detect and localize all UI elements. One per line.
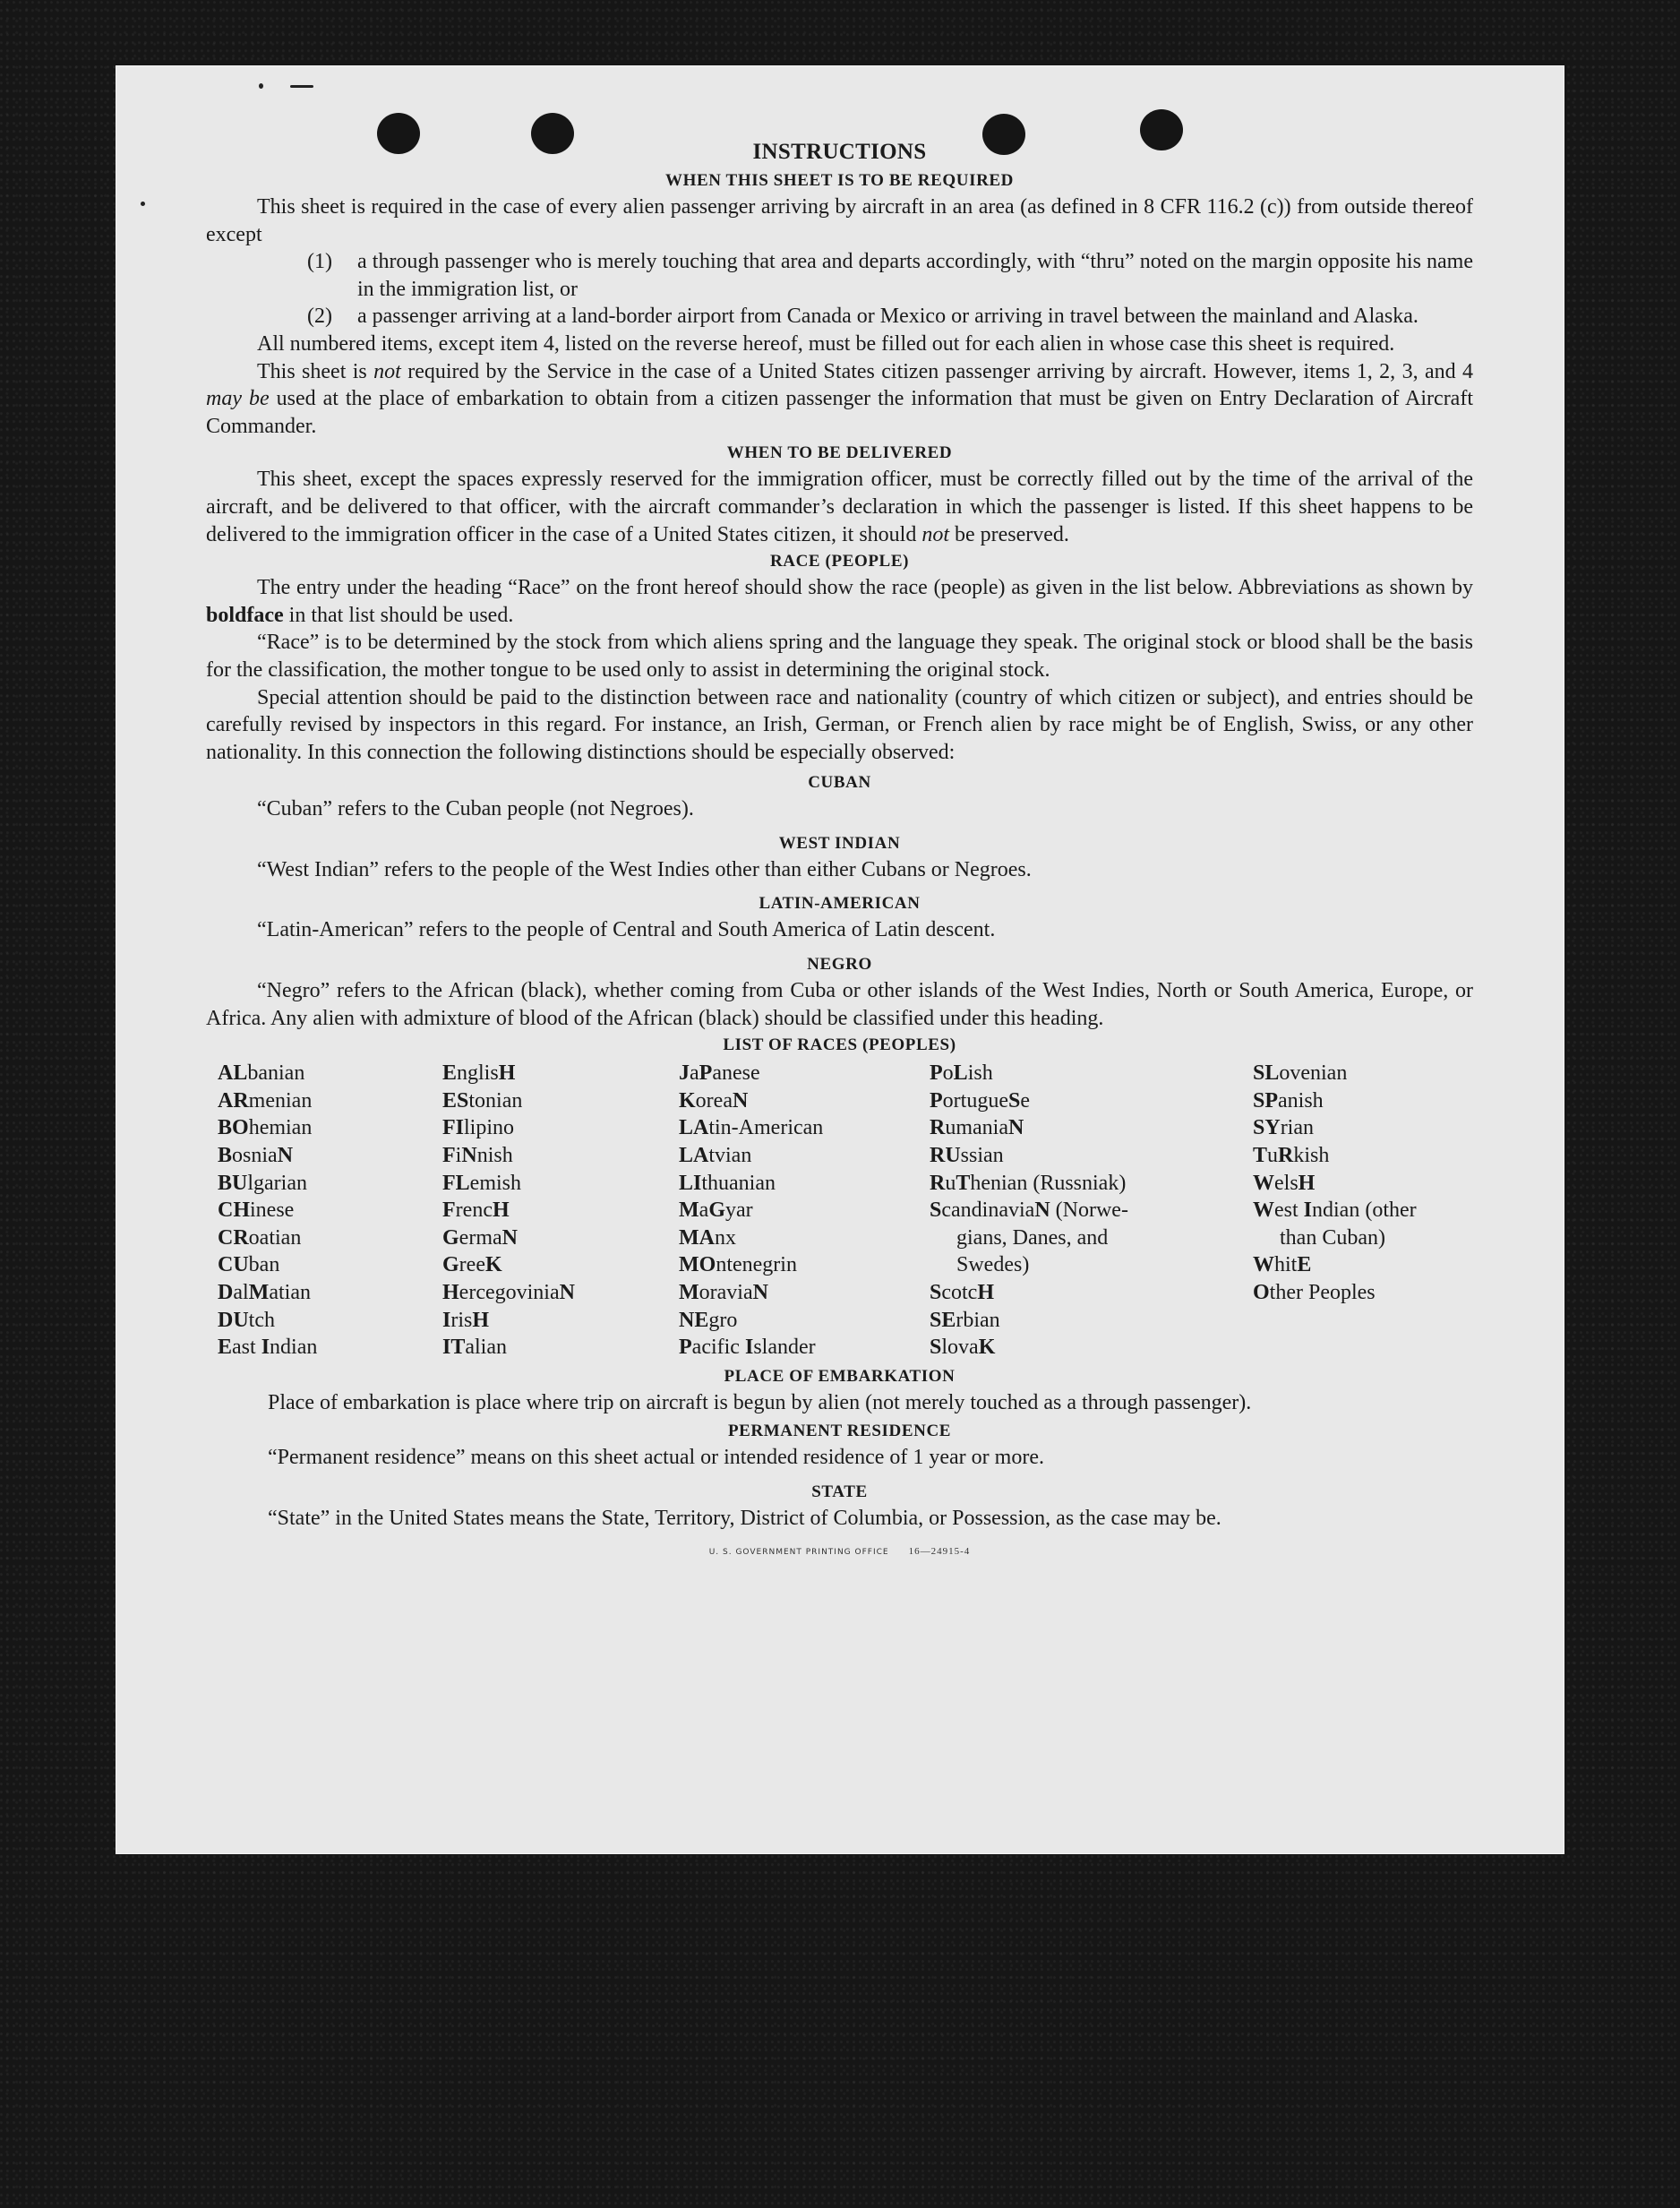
race-entry: West Indian (other xyxy=(1253,1199,1417,1223)
race-entry: ALbanian xyxy=(218,1061,305,1086)
race-entry: MaGyar xyxy=(679,1199,753,1223)
paragraph-citizen xyxy=(206,358,1473,441)
race-entry: PoLish xyxy=(930,1061,993,1086)
race-entry: SYrian xyxy=(1253,1116,1314,1140)
document-page xyxy=(116,65,1564,1854)
race-entry: IrisH xyxy=(442,1308,490,1332)
paragraph-state: “State” in the United States means the State, Territory, District of Columbia, or Possession, as the case may be. xyxy=(268,1506,1221,1530)
race-entry: LAtin-American xyxy=(679,1116,824,1140)
race-entry: BosniaN xyxy=(218,1144,294,1168)
race-entry: RUssian xyxy=(930,1144,1004,1168)
paragraph-numbered-items: All numbered items, except item 4, listed on the reverse hereof, must be filled out for each alien in whose case this sheet is required. xyxy=(257,331,1395,356)
heading-list-of-races: LIST OF RACES (PEOPLES) xyxy=(723,1035,956,1055)
race-entry: MAnx xyxy=(679,1225,736,1250)
races-column xyxy=(1253,1060,1486,1362)
race-entry: RuThenian (Russniak) xyxy=(930,1171,1127,1195)
race-entry: DalMatian xyxy=(218,1281,311,1304)
exception-item xyxy=(206,248,1473,303)
race-entry: WhitE xyxy=(1253,1253,1312,1277)
race-entry: SLovenian xyxy=(1253,1061,1348,1086)
scan-speck xyxy=(290,85,313,88)
heading-west-indian: WEST INDIAN xyxy=(778,833,901,853)
instructions-content xyxy=(206,137,1473,1566)
races-column xyxy=(930,1060,1253,1362)
race-entry: FrencH xyxy=(442,1199,510,1223)
form-code: 16—24915-4 xyxy=(908,1545,971,1557)
race-entry: Other Peoples xyxy=(1253,1281,1376,1304)
race-entry: BOhemian xyxy=(218,1116,313,1140)
race-entry: ScotcH xyxy=(930,1281,995,1304)
race-entry: ITalian xyxy=(442,1336,507,1360)
race-entry: LIthuanian xyxy=(679,1171,776,1195)
heading-when-delivered: WHEN TO BE DELIVERED xyxy=(726,443,953,463)
exception-number: (2) xyxy=(307,305,332,329)
text-run: This sheet, except the spaces expressly reserved for the immigration officer, must be correctly filled out by the time of the arrival of the aircraft, and be delivered to that officer, with the aircraft commander’s declaration in which the passenger is listed. If this sheet happens to be delivered to the immigration officer in the case of a United States citizen, it should xyxy=(206,468,1473,546)
race-entry: WelsH xyxy=(1253,1171,1316,1195)
race-entry: DUtch xyxy=(218,1308,275,1332)
scan-speck xyxy=(141,202,145,206)
race-entry: CUban xyxy=(218,1253,280,1277)
race-entry: FiNnish xyxy=(442,1144,513,1168)
paragraph-negro: “Negro” refers to the African (black), whether coming from Cuba or other islands of the West Indies, North or South America, Europe, or Africa. Any alien with admixture of blood of the African (black) should be classified under this heading. xyxy=(206,979,1473,1030)
race-entry: LAtvian xyxy=(679,1144,752,1168)
race-entry-continuation: Swedes) xyxy=(956,1253,1030,1277)
race-entry: HercegoviniaN xyxy=(442,1281,575,1304)
paragraph-embarkation: Place of embarkation is place where trip on aircraft is begun by alien (not merely touched as a through passenger). xyxy=(268,1390,1252,1414)
printer-name: U. S. GOVERNMENT PRINTING OFFICE xyxy=(708,1547,889,1557)
race-entry: RumaniaN xyxy=(930,1116,1024,1140)
paragraph-latin-american: “Latin-American” refers to the people of Central and South America of Latin descent. xyxy=(257,918,996,942)
emphasis-boldface: boldface xyxy=(206,603,284,627)
paragraph-race-determination: “Race” is to be determined by the stock from which aliens spring and the language they speak. The original stock or blood shall be the basis for the classification, the mother tongue to be used only to assist in determining the original stock. xyxy=(206,631,1473,682)
race-entry: East Indian xyxy=(218,1336,318,1360)
race-entry: FLemish xyxy=(442,1171,521,1195)
page-title: INSTRUCTIONS xyxy=(752,140,927,164)
heading-race: RACE (PEOPLE) xyxy=(769,552,910,571)
heading-when-required: WHEN THIS SHEET IS TO BE REQUIRED xyxy=(664,171,1015,190)
race-entry: GreeK xyxy=(442,1253,502,1277)
heading-permanent-residence: PERMANENT RESIDENCE xyxy=(727,1422,952,1441)
races-column xyxy=(679,1060,930,1362)
paragraph-permanent-residence: “Permanent residence” means on this sheet actual or intended residence of 1 year or more. xyxy=(268,1446,1044,1470)
text-run: This sheet is xyxy=(257,359,374,383)
race-entry-continuation: gians, Danes, and xyxy=(956,1225,1109,1250)
emphasis-may-be: may be xyxy=(206,387,270,411)
emphasis-not: not xyxy=(373,359,401,383)
text-run: The entry under the heading “Race” on the front hereof should show the race (people) as given in the list below. Abbreviations as shown by xyxy=(257,576,1473,600)
exception-text: a through passenger who is merely touching that area and departs accordingly, with “thru” noted on the margin opposite his name in the immigration list, or xyxy=(357,250,1473,301)
race-entry: TuRkish xyxy=(1253,1144,1330,1168)
race-entry: ARmenian xyxy=(218,1088,313,1113)
race-entry: EnglisH xyxy=(442,1061,516,1086)
race-entry: NEgro xyxy=(679,1308,738,1332)
race-entry: MOntenegrin xyxy=(679,1253,797,1277)
exception-number: (1) xyxy=(307,250,332,274)
race-entry: CRoatian xyxy=(218,1225,302,1250)
paragraph-delivered xyxy=(206,466,1473,548)
heading-state: STATE xyxy=(811,1482,868,1501)
heading-latin-american: LATIN-AMERICAN xyxy=(759,894,921,914)
emphasis-not: not xyxy=(921,522,949,546)
text-run: used at the place of embarkation to obtain from a citizen passenger the information that must be given on Entry Declaration of Aircraft Commander. xyxy=(206,387,1473,438)
race-entry: FIlipino xyxy=(442,1116,515,1140)
text-run: be preserved. xyxy=(949,522,1069,546)
race-entry: SErbian xyxy=(930,1308,1000,1332)
race-entry-continuation: than Cuban) xyxy=(1280,1225,1385,1250)
race-entry: PortugueSe xyxy=(930,1088,1030,1113)
race-entry: ScandinaviaN (Norwe- xyxy=(930,1199,1128,1223)
paragraph-west-indian: “West Indian” refers to the people of the West Indies other than either Cubans or Negroes. xyxy=(257,857,1032,881)
race-entry: SPanish xyxy=(1253,1088,1324,1113)
race-entry: CHinese xyxy=(218,1199,295,1223)
text-run: in that list should be used. xyxy=(283,603,514,627)
heading-embarkation: PLACE OF EMBARKATION xyxy=(724,1366,956,1386)
heading-negro: NEGRO xyxy=(807,955,872,975)
race-entry: EStonian xyxy=(442,1088,523,1113)
exception-item xyxy=(206,303,1473,331)
race-entry: JaPanese xyxy=(679,1061,760,1086)
race-entry: KoreaN xyxy=(679,1088,749,1113)
text-run: required by the Service in the case of a United States citizen passenger arriving by aircraft. However, items 1, 2, 3, and 4 xyxy=(400,359,1473,383)
exception-text: a passenger arriving at a land-border airport from Canada or Mexico or arriving in travel between the mainland and Alaska. xyxy=(357,305,1419,329)
races-column xyxy=(442,1060,679,1362)
race-entry: BUlgarian xyxy=(218,1171,307,1195)
race-entry: Pacific Islander xyxy=(679,1336,816,1360)
paragraph-race-nationality: Special attention should be paid to the distinction between race and nationality (country of which citizen or subject), and entries should be carefully revised by inspectors in this regard. For instance, an Irish, German, or French alien by race might be of English, Swiss, or any other nationality. In this connection the following distinctions should be especially observed: xyxy=(206,685,1473,764)
races-column xyxy=(218,1060,442,1362)
paragraph-required-intro: This sheet is required in the case of every alien passenger arriving by aircraft in an area (as defined in 8 CFR 116.2 (c)) from outside thereof except xyxy=(206,195,1473,246)
race-entry: GermaN xyxy=(442,1225,518,1250)
heading-cuban: CUBAN xyxy=(808,773,871,793)
race-entry: SlovaK xyxy=(930,1336,996,1360)
paragraph-race-entry xyxy=(206,574,1473,629)
races-list xyxy=(218,1060,1473,1362)
paragraph-cuban: “Cuban” refers to the Cuban people (not Negroes). xyxy=(257,797,694,821)
race-entry: MoraviaN xyxy=(679,1281,768,1304)
scan-speck xyxy=(259,83,263,89)
printer-imprint xyxy=(206,1538,1473,1567)
